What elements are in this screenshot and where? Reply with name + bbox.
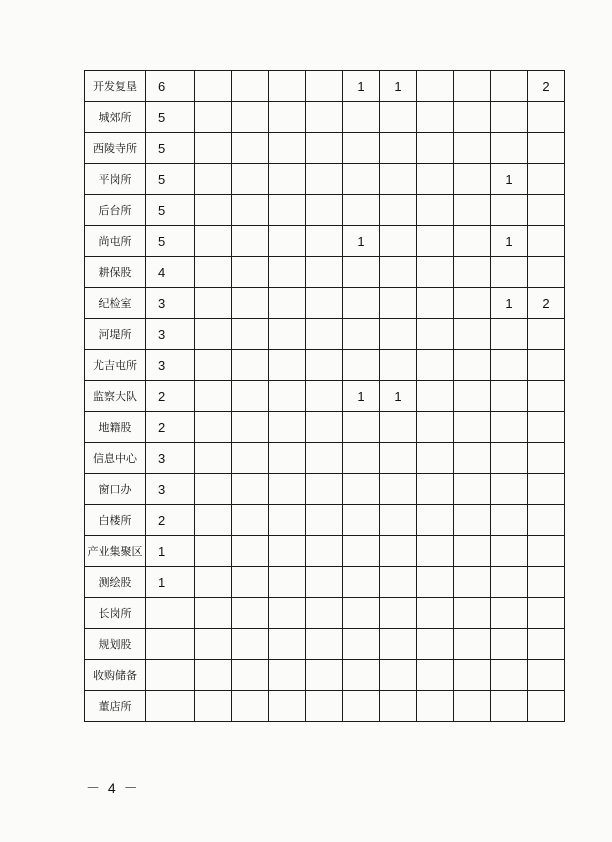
value-cell xyxy=(269,505,306,536)
value-cell xyxy=(343,505,380,536)
department-name-cell: 地籍股 xyxy=(85,412,146,443)
table-row xyxy=(85,598,565,629)
table-row xyxy=(85,629,565,660)
value-cell xyxy=(454,195,491,226)
value-cell xyxy=(454,288,491,319)
value-cell xyxy=(491,691,528,722)
value-cell xyxy=(528,226,565,257)
value-cell xyxy=(195,629,232,660)
table-row xyxy=(85,660,565,691)
value-cell xyxy=(528,660,565,691)
value-cell xyxy=(454,102,491,133)
value-cell: 1 xyxy=(380,381,417,412)
value-cell xyxy=(528,102,565,133)
value-cell xyxy=(306,226,343,257)
staff-count-cell: 5 xyxy=(146,226,195,257)
value-cell xyxy=(232,288,269,319)
table-row xyxy=(85,288,565,319)
value-cell xyxy=(306,536,343,567)
department-name-cell: 城郊所 xyxy=(85,102,146,133)
value-cell xyxy=(528,319,565,350)
value-cell xyxy=(269,474,306,505)
staff-count-cell: 4 xyxy=(146,257,195,288)
staff-count-cell: 5 xyxy=(146,102,195,133)
value-cell xyxy=(417,195,454,226)
value-cell: 2 xyxy=(528,288,565,319)
department-name-cell: 纪检室 xyxy=(85,288,146,319)
value-cell xyxy=(232,443,269,474)
value-cell xyxy=(528,350,565,381)
value-cell xyxy=(528,598,565,629)
value-cell xyxy=(195,319,232,350)
value-cell xyxy=(269,691,306,722)
value-cell xyxy=(417,443,454,474)
value-cell xyxy=(343,474,380,505)
value-cell xyxy=(269,195,306,226)
value-cell xyxy=(380,443,417,474)
value-cell xyxy=(269,412,306,443)
value-cell xyxy=(269,381,306,412)
value-cell xyxy=(417,660,454,691)
value-cell xyxy=(232,474,269,505)
staff-count-cell: 3 xyxy=(146,350,195,381)
value-cell xyxy=(380,164,417,195)
value-cell xyxy=(343,288,380,319)
value-cell xyxy=(343,164,380,195)
value-cell xyxy=(343,443,380,474)
value-cell xyxy=(269,443,306,474)
value-cell xyxy=(195,598,232,629)
value-cell xyxy=(269,133,306,164)
table-row xyxy=(85,195,565,226)
value-cell xyxy=(454,319,491,350)
department-name-cell: 监察大队 xyxy=(85,381,146,412)
value-cell xyxy=(380,474,417,505)
table-row xyxy=(85,536,565,567)
value-cell xyxy=(269,536,306,567)
value-cell xyxy=(528,443,565,474)
value-cell xyxy=(417,288,454,319)
staff-count-cell: 5 xyxy=(146,133,195,164)
value-cell xyxy=(269,350,306,381)
value-cell xyxy=(269,660,306,691)
value-cell xyxy=(232,257,269,288)
value-cell xyxy=(380,257,417,288)
value-cell xyxy=(491,660,528,691)
value-cell xyxy=(232,195,269,226)
value-cell xyxy=(454,257,491,288)
value-cell xyxy=(380,288,417,319)
value-cell: 1 xyxy=(491,226,528,257)
value-cell xyxy=(306,319,343,350)
staff-count-cell: 3 xyxy=(146,319,195,350)
value-cell xyxy=(417,598,454,629)
value-cell xyxy=(491,505,528,536)
value-cell xyxy=(195,660,232,691)
staff-count-cell xyxy=(146,691,195,722)
value-cell xyxy=(380,505,417,536)
value-cell xyxy=(491,133,528,164)
value-cell xyxy=(380,691,417,722)
value-cell xyxy=(306,133,343,164)
table-row xyxy=(85,257,565,288)
table-row xyxy=(85,350,565,381)
value-cell xyxy=(528,257,565,288)
department-name-cell: 耕保股 xyxy=(85,257,146,288)
value-cell xyxy=(380,102,417,133)
value-cell xyxy=(269,257,306,288)
value-cell xyxy=(306,691,343,722)
value-cell xyxy=(232,164,269,195)
value-cell xyxy=(454,443,491,474)
value-cell xyxy=(195,443,232,474)
value-cell xyxy=(417,133,454,164)
value-cell xyxy=(417,319,454,350)
value-cell: 1 xyxy=(491,164,528,195)
value-cell xyxy=(269,567,306,598)
value-cell xyxy=(491,536,528,567)
value-cell xyxy=(232,598,269,629)
value-cell xyxy=(232,660,269,691)
value-cell xyxy=(306,412,343,443)
value-cell xyxy=(232,381,269,412)
value-cell xyxy=(454,350,491,381)
department-name-cell: 收购储备 xyxy=(85,660,146,691)
value-cell xyxy=(195,381,232,412)
value-cell xyxy=(417,257,454,288)
value-cell xyxy=(528,164,565,195)
value-cell xyxy=(306,71,343,102)
value-cell xyxy=(232,691,269,722)
staff-count-cell: 5 xyxy=(146,164,195,195)
value-cell xyxy=(417,102,454,133)
table-row xyxy=(85,226,565,257)
value-cell xyxy=(195,164,232,195)
value-cell xyxy=(232,71,269,102)
department-name-cell: 尚屯所 xyxy=(85,226,146,257)
value-cell xyxy=(417,536,454,567)
value-cell xyxy=(454,567,491,598)
value-cell xyxy=(343,598,380,629)
value-cell xyxy=(195,226,232,257)
value-cell xyxy=(343,257,380,288)
value-cell xyxy=(269,226,306,257)
value-cell xyxy=(306,598,343,629)
value-cell xyxy=(343,691,380,722)
value-cell xyxy=(528,381,565,412)
value-cell xyxy=(417,629,454,660)
value-cell xyxy=(269,598,306,629)
value-cell xyxy=(417,71,454,102)
staff-count-cell: 3 xyxy=(146,474,195,505)
value-cell xyxy=(380,319,417,350)
value-cell xyxy=(528,412,565,443)
value-cell xyxy=(195,505,232,536)
value-cell xyxy=(454,133,491,164)
value-cell xyxy=(491,257,528,288)
value-cell xyxy=(232,319,269,350)
table-row xyxy=(85,505,565,536)
value-cell xyxy=(380,412,417,443)
value-cell xyxy=(306,102,343,133)
value-cell xyxy=(454,505,491,536)
value-cell xyxy=(417,412,454,443)
value-cell xyxy=(491,350,528,381)
value-cell xyxy=(306,474,343,505)
value-cell xyxy=(528,629,565,660)
value-cell xyxy=(454,164,491,195)
page-number: － 4 － xyxy=(86,780,140,796)
value-cell: 1 xyxy=(343,226,380,257)
table-row xyxy=(85,412,565,443)
department-name-cell: 长岗所 xyxy=(85,598,146,629)
value-cell xyxy=(343,567,380,598)
value-cell xyxy=(491,598,528,629)
value-cell xyxy=(528,474,565,505)
department-name-cell: 河堤所 xyxy=(85,319,146,350)
value-cell xyxy=(195,133,232,164)
value-cell xyxy=(306,443,343,474)
staff-count-cell: 3 xyxy=(146,443,195,474)
value-cell xyxy=(343,133,380,164)
value-cell xyxy=(343,195,380,226)
staff-count-cell: 5 xyxy=(146,195,195,226)
value-cell xyxy=(491,474,528,505)
table-row xyxy=(85,133,565,164)
value-cell xyxy=(491,319,528,350)
staff-count-cell xyxy=(146,598,195,629)
value-cell xyxy=(306,660,343,691)
value-cell xyxy=(343,350,380,381)
value-cell xyxy=(417,164,454,195)
staff-count-cell: 6 xyxy=(146,71,195,102)
value-cell xyxy=(306,257,343,288)
value-cell xyxy=(380,350,417,381)
value-cell xyxy=(269,629,306,660)
staff-count-cell xyxy=(146,629,195,660)
staff-count-cell: 2 xyxy=(146,505,195,536)
value-cell xyxy=(491,71,528,102)
value-cell xyxy=(454,629,491,660)
value-cell xyxy=(306,288,343,319)
value-cell xyxy=(380,660,417,691)
value-cell xyxy=(195,195,232,226)
department-name-cell: 后台所 xyxy=(85,195,146,226)
department-name-cell: 规划股 xyxy=(85,629,146,660)
value-cell xyxy=(269,102,306,133)
value-cell xyxy=(195,412,232,443)
value-cell xyxy=(528,505,565,536)
table-row xyxy=(85,102,565,133)
value-cell xyxy=(195,288,232,319)
value-cell xyxy=(232,133,269,164)
value-cell xyxy=(380,598,417,629)
table-row xyxy=(85,319,565,350)
table-row xyxy=(85,381,565,412)
value-cell xyxy=(380,567,417,598)
value-cell xyxy=(306,350,343,381)
value-cell xyxy=(195,536,232,567)
value-cell xyxy=(454,71,491,102)
department-name-cell: 信息中心 xyxy=(85,443,146,474)
department-name-cell: 开发复垦 xyxy=(85,71,146,102)
value-cell xyxy=(195,71,232,102)
value-cell xyxy=(417,350,454,381)
table-row xyxy=(85,71,565,102)
staff-count-cell: 3 xyxy=(146,288,195,319)
value-cell xyxy=(528,195,565,226)
value-cell xyxy=(491,102,528,133)
department-name-cell: 平岗所 xyxy=(85,164,146,195)
staff-count-cell xyxy=(146,660,195,691)
department-name-cell: 尤吉屯所 xyxy=(85,350,146,381)
value-cell xyxy=(269,164,306,195)
department-name-cell: 产业集聚区 xyxy=(85,536,146,567)
value-cell xyxy=(306,567,343,598)
value-cell xyxy=(528,133,565,164)
value-cell xyxy=(491,629,528,660)
value-cell xyxy=(232,567,269,598)
value-cell xyxy=(491,443,528,474)
value-cell xyxy=(343,102,380,133)
department-name-cell: 白楼所 xyxy=(85,505,146,536)
value-cell xyxy=(528,536,565,567)
value-cell: 1 xyxy=(343,381,380,412)
staff-count-cell: 2 xyxy=(146,412,195,443)
value-cell xyxy=(380,536,417,567)
value-cell xyxy=(306,505,343,536)
value-cell xyxy=(343,319,380,350)
value-cell xyxy=(417,567,454,598)
value-cell xyxy=(232,412,269,443)
value-cell xyxy=(417,226,454,257)
value-cell xyxy=(269,288,306,319)
value-cell xyxy=(454,381,491,412)
staff-count-cell: 1 xyxy=(146,536,195,567)
value-cell: 1 xyxy=(343,71,380,102)
value-cell: 1 xyxy=(491,288,528,319)
value-cell xyxy=(454,691,491,722)
value-cell xyxy=(528,691,565,722)
value-cell xyxy=(491,195,528,226)
staff-count-cell: 1 xyxy=(146,567,195,598)
value-cell xyxy=(195,567,232,598)
value-cell: 1 xyxy=(380,71,417,102)
value-cell xyxy=(417,505,454,536)
value-cell xyxy=(380,195,417,226)
value-cell xyxy=(306,195,343,226)
value-cell xyxy=(306,381,343,412)
value-cell xyxy=(232,102,269,133)
value-cell xyxy=(232,505,269,536)
value-cell xyxy=(343,412,380,443)
value-cell xyxy=(491,412,528,443)
value-cell xyxy=(343,660,380,691)
value-cell xyxy=(380,133,417,164)
value-cell xyxy=(491,567,528,598)
value-cell xyxy=(454,474,491,505)
value-cell xyxy=(195,350,232,381)
value-cell xyxy=(417,474,454,505)
department-name-cell: 西陵寺所 xyxy=(85,133,146,164)
value-cell xyxy=(306,629,343,660)
value-cell xyxy=(269,319,306,350)
value-cell: 2 xyxy=(528,71,565,102)
table-row xyxy=(85,474,565,505)
table-row xyxy=(85,691,565,722)
value-cell xyxy=(343,536,380,567)
value-cell xyxy=(454,598,491,629)
value-cell xyxy=(343,629,380,660)
value-cell xyxy=(232,536,269,567)
department-name-cell: 测绘股 xyxy=(85,567,146,598)
value-cell xyxy=(306,164,343,195)
value-cell xyxy=(417,691,454,722)
value-cell xyxy=(454,412,491,443)
value-cell xyxy=(195,102,232,133)
value-cell xyxy=(454,226,491,257)
value-cell xyxy=(195,691,232,722)
value-cell xyxy=(380,226,417,257)
department-name-cell: 窗口办 xyxy=(85,474,146,505)
value-cell xyxy=(232,350,269,381)
department-name-cell: 董店所 xyxy=(85,691,146,722)
value-cell xyxy=(380,629,417,660)
table-body xyxy=(85,71,565,722)
value-cell xyxy=(269,71,306,102)
table-row xyxy=(85,164,565,195)
table-row xyxy=(85,567,565,598)
department-statistics-table xyxy=(84,70,565,722)
value-cell xyxy=(232,226,269,257)
value-cell xyxy=(528,567,565,598)
staff-count-cell: 2 xyxy=(146,381,195,412)
value-cell xyxy=(195,257,232,288)
value-cell xyxy=(491,381,528,412)
value-cell xyxy=(454,660,491,691)
value-cell xyxy=(454,536,491,567)
value-cell xyxy=(195,474,232,505)
value-cell xyxy=(232,629,269,660)
table-row xyxy=(85,443,565,474)
value-cell xyxy=(417,381,454,412)
